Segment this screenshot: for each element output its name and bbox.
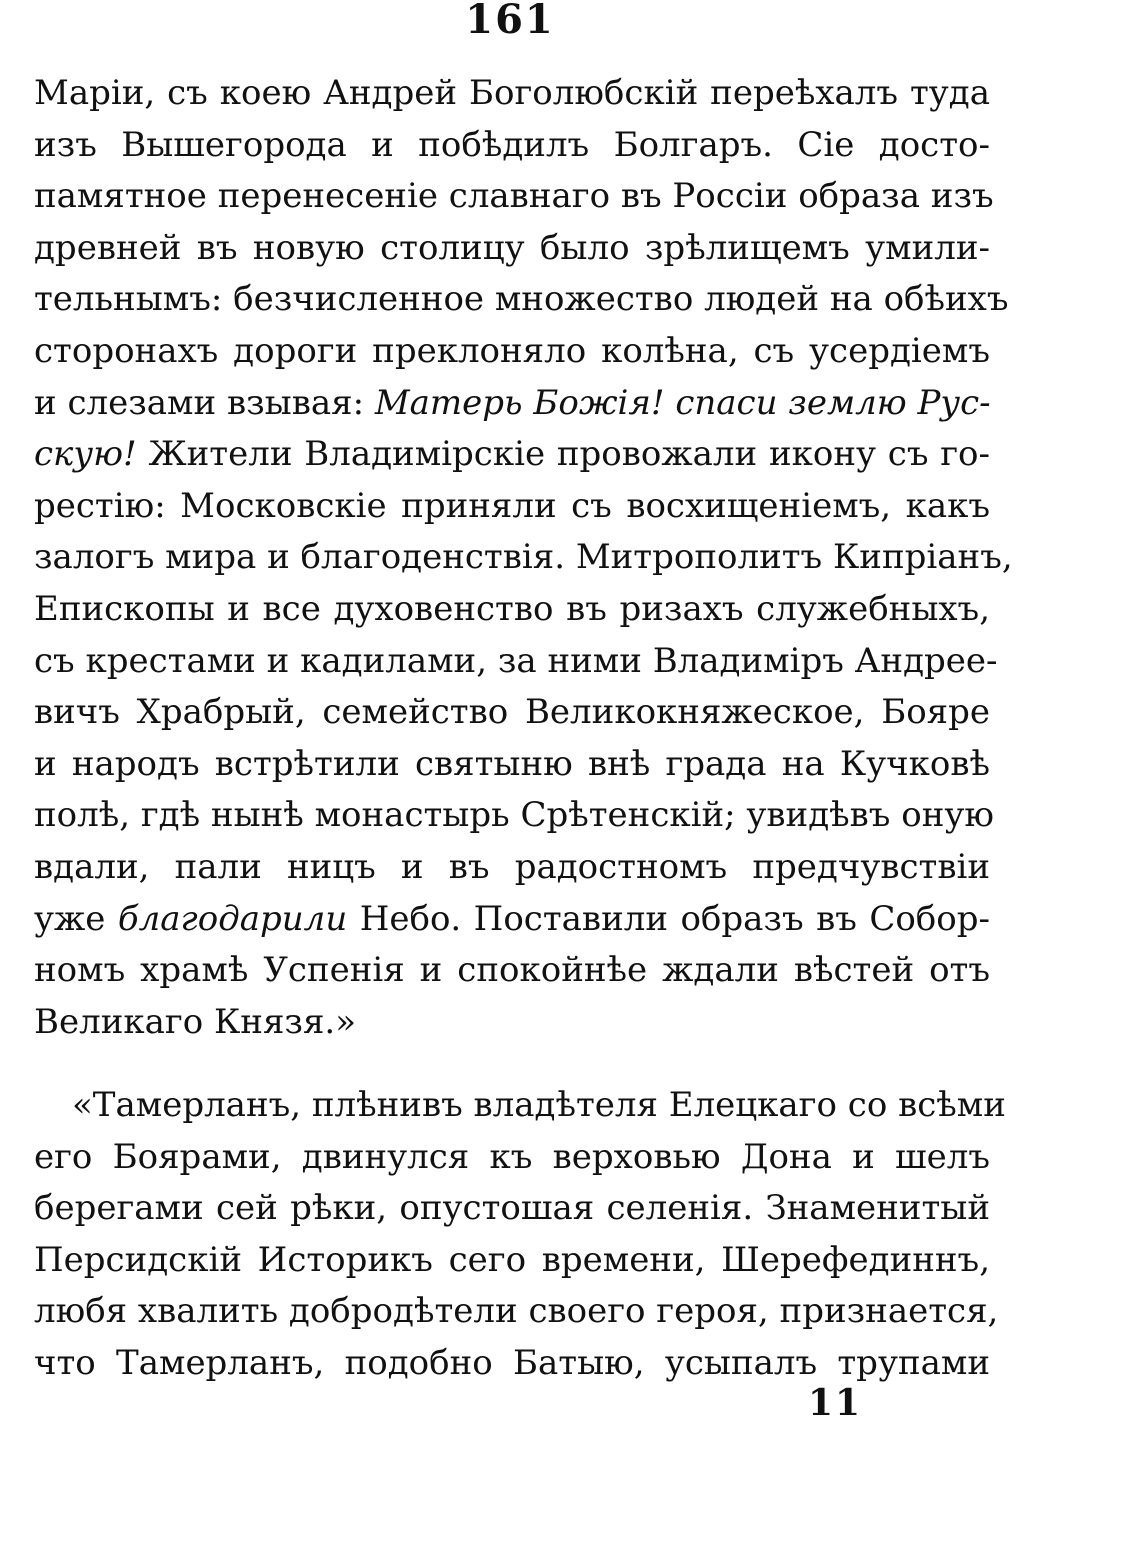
text-line: Великаго Князя.»	[34, 1001, 357, 1042]
text-line	[34, 378, 990, 430]
text-line: «Тамерланъ, плѣнивъ владѣтеля Елецкаго со всѣми	[72, 1085, 1006, 1125]
text-line: Персидскій Историкъ сего времени, Шерефединнъ,	[34, 1239, 990, 1280]
text-line: что Тамерланъ, подобно Батыю, усыпалъ трупами	[34, 1342, 990, 1383]
paragraph-2	[34, 1080, 1006, 1390]
text-line: номъ храмѣ Успенія и спокойнѣе ждали вѣстей отъ	[34, 950, 990, 991]
text-line	[34, 894, 990, 946]
text-segment: Небо. Поставили образъ въ Собор-	[347, 898, 990, 939]
text-line: съ крестами и кадилами, за ними Владиміръ Андрее-	[34, 640, 998, 681]
page-number: 161	[465, 0, 555, 43]
italic-text: благодарили	[117, 898, 348, 939]
text-line: его Боярами, двинулся къ верховью Дона и шелъ	[34, 1136, 990, 1177]
signature-mark: 11	[808, 1382, 863, 1424]
text-line: залогъ мира и благоденствія. Митрополитъ Кипріанъ,	[34, 537, 1013, 578]
italic-text: Матерь Божія! спаси землю Рус-	[374, 382, 991, 423]
text-line: полѣ, гдѣ нынѣ монастырь Срѣтенскій; увидѣвъ оную	[34, 795, 994, 836]
text-line: любя хвалить добродѣтели своего героя, признается,	[34, 1291, 999, 1332]
text-line: сторонахъ дороги преклоняло колѣна, съ усердіемъ	[34, 330, 990, 371]
text-line: вдали, пали ницъ и въ радостномъ предчувствіи	[34, 846, 990, 887]
italic-text: скую!	[34, 434, 137, 475]
text-segment: Жители Владимірскіе провожали икону съ го-	[136, 434, 990, 475]
text-line: тельнымъ: безчисленное множество людей на обѣихъ	[34, 279, 1009, 320]
text-segment: и слезами взывая:	[34, 382, 375, 423]
text-line: вичъ Храбрый, семейство Великокняжеское, Бояре	[34, 692, 990, 733]
text-line: рестію: Московскіе приняли съ восхищеніемъ, какъ	[34, 485, 990, 526]
text-line: изъ Вышегорода и побѣдилъ Болгаръ. Сіе досто-	[34, 124, 990, 165]
text-line: Маріи, съ коею Андрей Боголюбскій переѣхалъ туда	[34, 73, 990, 113]
text-line: Епископы и все духовенство въ ризахъ служебныхъ,	[34, 588, 990, 629]
text-line: памятное перенесеніе славнаго въ Россіи образа изъ	[34, 176, 994, 217]
text-line: и народъ встрѣтили святыню внѣ града на Кучковѣ	[34, 743, 990, 784]
text-segment: уже	[34, 898, 118, 939]
text-line	[34, 429, 990, 481]
text-line: берегами сей рѣки, опустошая селенія. Знаменитый	[34, 1188, 990, 1229]
paragraph-1	[34, 68, 1013, 1048]
text-line: древней въ новую столицу было зрѣлищемъ умили-	[34, 227, 990, 268]
